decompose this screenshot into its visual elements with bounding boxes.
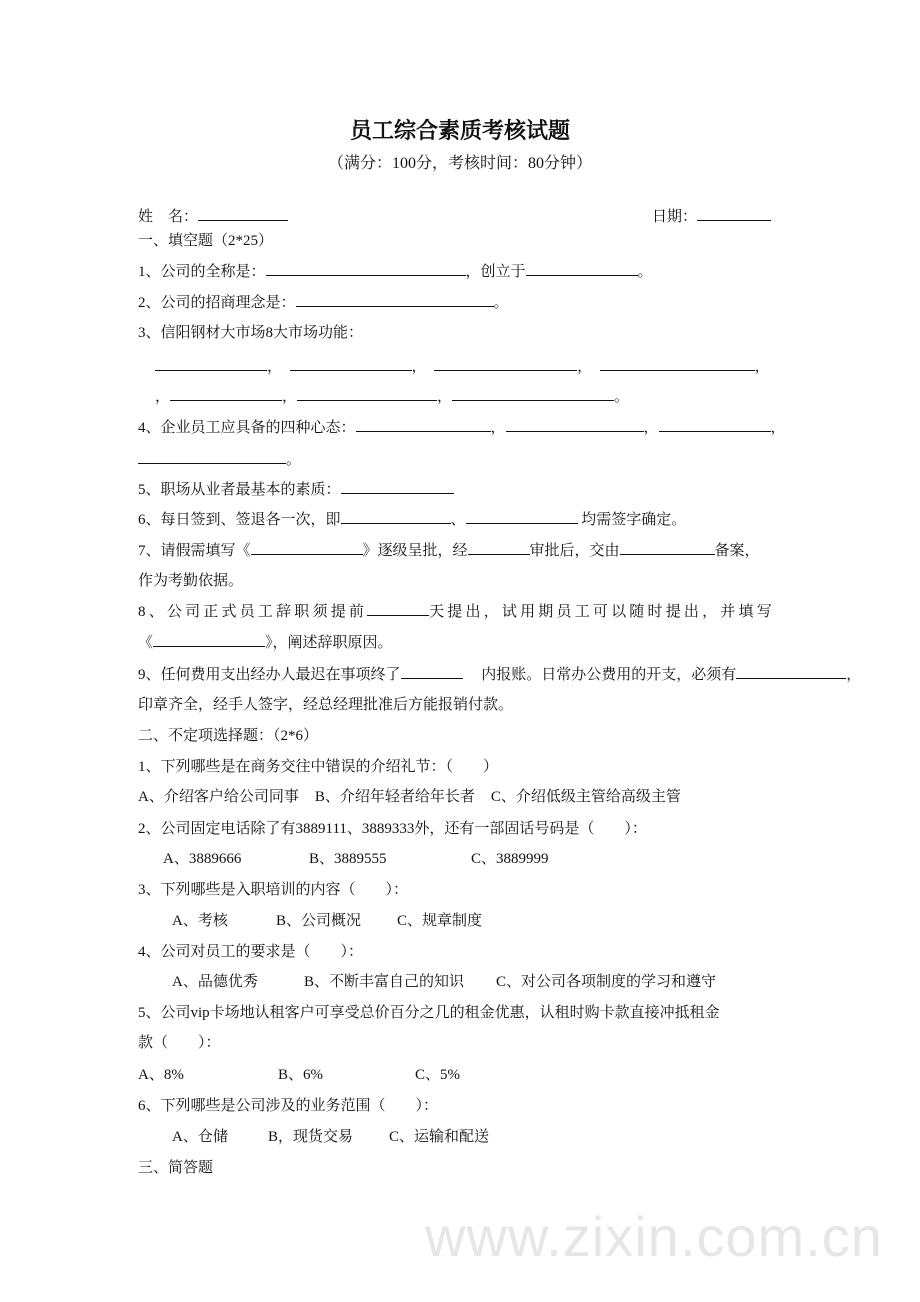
option[interactable]: C、运输和配送 (389, 1129, 490, 1145)
q2-6: 6、下列哪些是公司涉及的业务范围（ ）： (138, 1098, 439, 1114)
blank[interactable] (466, 509, 578, 524)
option[interactable]: A、3889666 (163, 851, 242, 867)
option[interactable]: B、6% (278, 1067, 324, 1083)
t: ， (267, 359, 275, 375)
option[interactable]: B、3889555 (309, 851, 387, 867)
q2-2: 2、公司固定电话除了有3889111、3889333外，还有一部固话号码是（ ）： (138, 821, 647, 837)
q1-4b (138, 449, 301, 470)
blank[interactable] (620, 540, 715, 555)
blank[interactable] (251, 540, 363, 555)
q2-4-options (172, 972, 716, 992)
option[interactable]: B、不断丰富自己的知识 (304, 974, 465, 990)
option[interactable]: C、规章制度 (397, 913, 483, 929)
t: ， (846, 667, 862, 683)
option[interactable]: C、介绍低级主管给高级主管 (490, 789, 681, 805)
t: 2、公司的招商理念是： (138, 295, 296, 311)
blank[interactable] (296, 292, 494, 307)
t: ， (411, 359, 420, 375)
date-label: 日期： (652, 209, 698, 225)
q2-1: 1、下列哪些是在商务交往中错误的介绍礼节：（ ） (138, 759, 499, 775)
q1-7b: 作为考勤依据。 (138, 573, 244, 589)
q1-6 (138, 509, 686, 530)
blank[interactable] (526, 261, 638, 276)
q1-2 (138, 292, 509, 313)
q1-9b: 印章齐全，经手人签字，经总经理批准后方能报销付款。 (138, 697, 514, 713)
section-1-heading: 一、填空题（2*25） (138, 233, 274, 249)
blank[interactable] (506, 417, 644, 432)
option[interactable]: A、考核 (172, 913, 228, 929)
t: ， (643, 420, 659, 436)
q1-1 (138, 261, 653, 282)
t: ， (577, 359, 585, 375)
date-blank[interactable] (697, 206, 771, 221)
blank[interactable] (341, 479, 454, 494)
t: 7、请假需填写《 (138, 543, 251, 559)
t: 9、任何费用支出经办人最迟在事项终了 (138, 667, 401, 683)
t: 。 (286, 452, 302, 468)
blank[interactable] (341, 509, 451, 524)
option[interactable]: B、介绍年轻者给年长者 (314, 789, 475, 805)
date-line (652, 206, 771, 227)
blank[interactable] (367, 601, 429, 616)
blank[interactable] (155, 356, 267, 371)
t: 1、公司的全称是： (138, 264, 266, 280)
t: 》，阐述辞职原因。 (265, 635, 393, 651)
t: 。 (637, 264, 653, 280)
t: 审批后，交由 (529, 543, 620, 559)
q2-2-options (163, 849, 549, 869)
watermark: www.zixin.com.cn (425, 1205, 883, 1268)
q2-1-options (138, 787, 681, 807)
t: ， (490, 420, 506, 436)
t: ， (155, 389, 171, 405)
t: 。 (493, 295, 509, 311)
q1-3-blanks-b (155, 386, 629, 407)
section-2-heading: 二、不定项选择题：（2*6） (138, 728, 319, 744)
subtitle: （满分：100分，考核时间：80分钟） (327, 155, 592, 172)
q1-7 (138, 540, 760, 561)
t: 《 (138, 635, 154, 651)
t: 6、每日签到、签退各一次，即 (138, 512, 341, 528)
blank[interactable] (290, 356, 412, 371)
t: 内报账。日常办公费用的开支，必须有 (481, 667, 737, 683)
q1-4 (138, 417, 786, 438)
t: 备案， (714, 543, 760, 559)
option[interactable]: A、介绍客户给公司同事 (138, 789, 299, 805)
option[interactable]: A、品德优秀 (172, 974, 258, 990)
blank[interactable] (153, 632, 265, 647)
t: ， (770, 420, 786, 436)
q2-3-options (172, 911, 482, 931)
t: 。 (614, 389, 630, 405)
q2-5: 5、公司vip卡场地认租客户可享受总价百分之几的租金优惠，认租时购卡款直接冲抵租金 (138, 1005, 720, 1021)
t: ， (437, 389, 453, 405)
q1-5 (138, 479, 454, 500)
option[interactable]: B，现货交易 (268, 1129, 354, 1145)
blank[interactable] (468, 540, 530, 555)
q1-9 (138, 664, 861, 685)
q2-4: 4、公司对员工的要求是（ ）： (138, 944, 364, 960)
q2-5-options (138, 1065, 460, 1085)
q2-5b: 款（ ）： (138, 1035, 221, 1051)
q1-8 (138, 601, 775, 622)
blank[interactable] (659, 417, 771, 432)
q1-8b (138, 632, 393, 653)
t: ， (282, 389, 298, 405)
t: 》逐级呈批，经 (362, 543, 468, 559)
t: 、 (450, 512, 466, 528)
section-3-heading: 三、简答题 (138, 1160, 214, 1176)
q2-6-options (172, 1127, 489, 1147)
blank[interactable] (434, 356, 577, 371)
blank[interactable] (170, 386, 282, 401)
blank[interactable] (266, 261, 466, 276)
name-line (138, 206, 288, 227)
q1-3: 3、信阳钢材大市场8大市场功能： (138, 325, 364, 341)
option[interactable]: A、8% (138, 1067, 184, 1083)
t: 8、公司正式员工辞职须提前 (138, 604, 368, 620)
t: ，创立于 (465, 264, 526, 280)
option[interactable]: B、公司概况 (276, 913, 362, 929)
page-title: 员工综合素质考核试题 (349, 118, 570, 143)
blank[interactable] (138, 449, 286, 464)
blank[interactable] (356, 417, 491, 432)
option[interactable]: A、仓储 (172, 1129, 228, 1145)
blank[interactable] (452, 386, 614, 401)
option[interactable]: C、5% (415, 1067, 461, 1083)
t: ， (754, 359, 770, 375)
t: 4、企业员工应具备的四种心态： (138, 420, 356, 436)
blank[interactable] (297, 386, 437, 401)
t: 天提出，试用期员工可以随时提出，并填写 (429, 604, 775, 620)
blank[interactable] (401, 664, 463, 679)
option[interactable]: C、对公司各项制度的学习和遵守 (496, 974, 717, 990)
option[interactable]: C、3889999 (471, 851, 549, 867)
blank[interactable] (736, 664, 846, 679)
name-blank[interactable] (198, 206, 288, 221)
q1-3-blanks-a (155, 356, 770, 377)
q2-3: 3、下列哪些是入职培训的内容（ ）： (138, 882, 409, 898)
t: 均需签字确定。 (581, 512, 687, 528)
t: 5、职场从业者最基本的素质： (138, 482, 341, 498)
blank[interactable] (600, 356, 755, 371)
name-label: 姓 名： (138, 209, 199, 225)
